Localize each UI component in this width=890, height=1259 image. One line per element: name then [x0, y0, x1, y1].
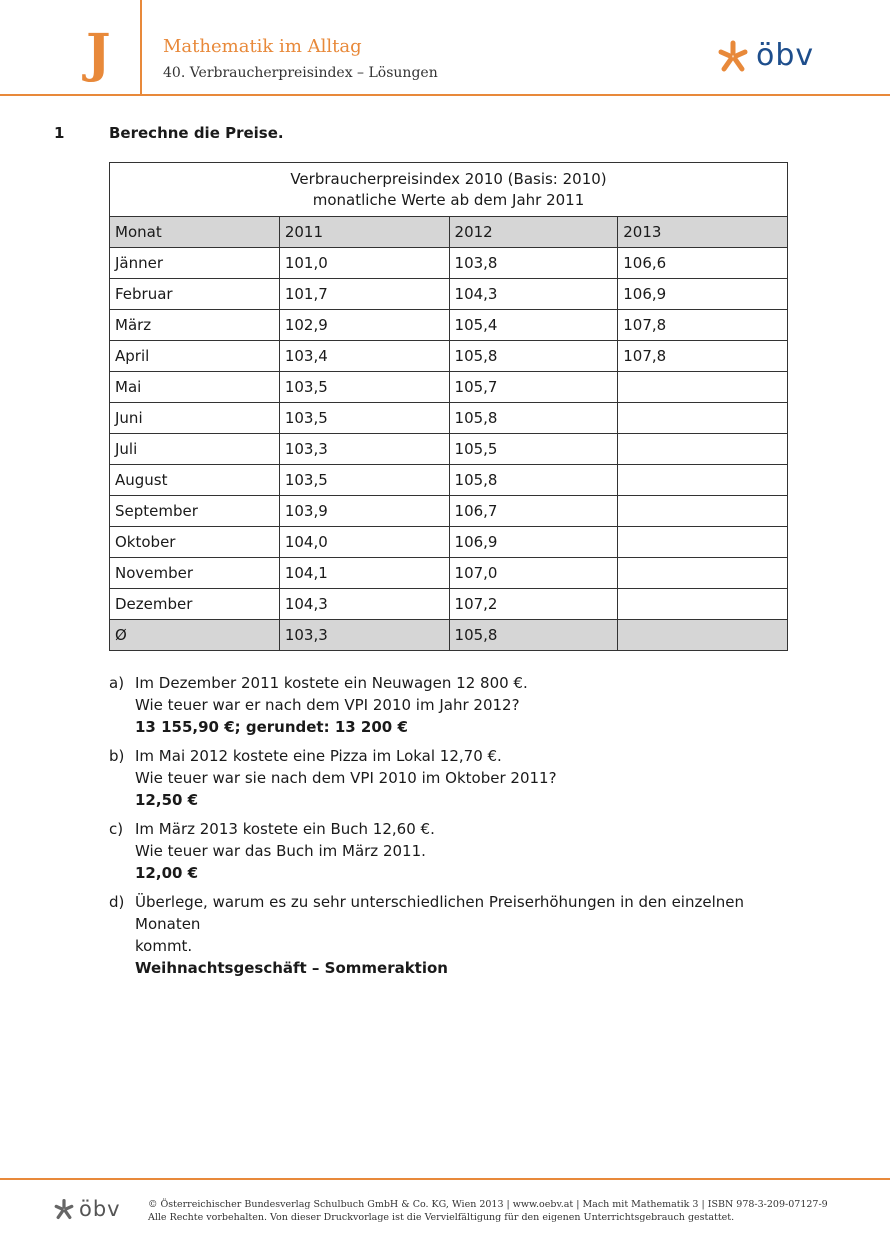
table-cell: 105,4: [449, 310, 618, 341]
subtask-answer: 12,50 €: [135, 791, 199, 809]
subtask-item: [109, 818, 809, 884]
chapter-letter: J: [86, 23, 111, 84]
table-cell: September: [110, 496, 280, 527]
task-number: 1: [54, 124, 65, 142]
table-cell: 102,9: [279, 310, 449, 341]
table-cell: Oktober: [110, 527, 280, 558]
vpi-table: [109, 162, 788, 651]
table-cell: April: [110, 341, 280, 372]
table-row: [110, 465, 788, 496]
table-caption-line: monatliche Werte ab dem Jahr 2011: [312, 190, 585, 209]
subtask-label: b): [109, 747, 125, 765]
table-cell: 106,6: [618, 248, 788, 279]
table-cell: [618, 527, 788, 558]
table-cell: [618, 496, 788, 527]
table-cell: 105,8: [449, 620, 618, 651]
subtask-body: [135, 672, 809, 738]
task-title: Berechne die Preise.: [109, 124, 284, 142]
table-cell: Februar: [110, 279, 280, 310]
table-header-cell: 2011: [279, 217, 449, 248]
subtask-body: [135, 818, 809, 884]
table-cell: 103,8: [449, 248, 618, 279]
table-cell: 103,3: [279, 434, 449, 465]
table-row: [110, 248, 788, 279]
table-cell: 105,5: [449, 434, 618, 465]
table-cell: 105,8: [449, 341, 618, 372]
subtask-item: [109, 745, 809, 811]
table-cell: [618, 558, 788, 589]
table-cell: 107,8: [618, 310, 788, 341]
table-cell: 101,0: [279, 248, 449, 279]
subtask-item: [109, 891, 809, 979]
table-average-row: [110, 620, 788, 651]
subtask-question-line: Im Mai 2012 kostete eine Pizza im Lokal 12,70 €.: [135, 747, 502, 765]
footer-divider: [0, 1178, 890, 1180]
asterisk-logo-icon: [716, 39, 750, 73]
table-body: [110, 248, 788, 620]
table-caption-row: [110, 163, 788, 217]
subtask-item: [109, 672, 809, 738]
subtask-question-line: Wie teuer war sie nach dem VPI 2010 im Oktober 2011?: [135, 769, 557, 787]
footer-logo-text: öbv: [79, 1197, 121, 1221]
table-header-row: [110, 217, 788, 248]
subtask-label: a): [109, 674, 125, 692]
table-cell: [618, 589, 788, 620]
table-cell: 106,9: [449, 527, 618, 558]
table-row: [110, 434, 788, 465]
table-cell: Mai: [110, 372, 280, 403]
subtask-body: [135, 745, 809, 811]
subtask-question-line: Im Dezember 2011 kostete ein Neuwagen 12 800 €.: [135, 674, 528, 692]
page-subtitle: 40. Verbraucherpreisindex – Lösungen: [163, 65, 438, 81]
publisher-logo: [716, 38, 814, 73]
table-cell: 101,7: [279, 279, 449, 310]
table-cell: 106,7: [449, 496, 618, 527]
table-cell: 105,8: [449, 465, 618, 496]
table-header-cell: 2012: [449, 217, 618, 248]
table-cell: [618, 434, 788, 465]
logo-text: öbv: [756, 38, 815, 73]
table-cell: März: [110, 310, 280, 341]
table-row: [110, 558, 788, 589]
table-row: [110, 372, 788, 403]
table-cell: 107,2: [449, 589, 618, 620]
subtask-answer: 13 155,90 €; gerundet: 13 200 €: [135, 718, 408, 736]
header-divider-vertical: [140, 0, 142, 95]
table-row: [110, 279, 788, 310]
subtask-question-line: kommt.: [135, 937, 193, 955]
table-cell: [618, 403, 788, 434]
table-cell: Ø: [110, 620, 280, 651]
table-cell: Juni: [110, 403, 280, 434]
table-cell: 107,8: [618, 341, 788, 372]
subtask-question-line: Wie teuer war er nach dem VPI 2010 im Jahr 2012?: [135, 696, 520, 714]
footer-line: © Österreichischer Bundesverlag Schulbuch GmbH & Co. KG, Wien 2013 | www.oebv.at | Mach mit Mathematik 3 | ISBN 978-3-209-07127-9: [148, 1199, 828, 1210]
table-caption-line: Verbraucherpreisindex 2010 (Basis: 2010): [290, 169, 607, 188]
subtask-body: [135, 891, 809, 979]
table-cell: 104,3: [449, 279, 618, 310]
subtask-label: c): [109, 820, 124, 838]
subtask-list: [109, 672, 809, 986]
table-cell: 103,5: [279, 403, 449, 434]
subtask-answer: Weihnachtsgeschäft – Sommeraktion: [135, 959, 448, 977]
table-cell: 104,1: [279, 558, 449, 589]
table-row: [110, 589, 788, 620]
table-cell: 103,5: [279, 372, 449, 403]
page-title: Mathematik im Alltag: [163, 36, 362, 57]
subtask-question-line: Wie teuer war das Buch im März 2011.: [135, 842, 426, 860]
asterisk-logo-icon: [53, 1198, 75, 1220]
table-cell: [618, 465, 788, 496]
table-row: [110, 403, 788, 434]
table-row: [110, 496, 788, 527]
table-header-cell: 2013: [618, 217, 788, 248]
table-cell: 104,3: [279, 589, 449, 620]
table-cell: 106,9: [618, 279, 788, 310]
subtask-question-line: Im März 2013 kostete ein Buch 12,60 €.: [135, 820, 435, 838]
table-cell: August: [110, 465, 280, 496]
subtask-answer: 12,00 €: [135, 864, 199, 882]
footer-logo: [53, 1197, 121, 1221]
header-divider: [0, 94, 890, 96]
table-caption: [110, 163, 788, 217]
table-cell: Dezember: [110, 589, 280, 620]
table-row: [110, 341, 788, 372]
table-cell: 103,9: [279, 496, 449, 527]
table-row: [110, 310, 788, 341]
table-cell: 103,3: [279, 620, 449, 651]
table-cell: 105,7: [449, 372, 618, 403]
table-cell: 104,0: [279, 527, 449, 558]
table-cell: Juli: [110, 434, 280, 465]
table-cell: 103,4: [279, 341, 449, 372]
subtask-label: d): [109, 893, 125, 911]
table-cell: 107,0: [449, 558, 618, 589]
subtask-question-line: Überlege, warum es zu sehr unterschiedlichen Preiserhöhungen in den einzelnen Monaten: [135, 893, 744, 933]
footer-copyright: [148, 1198, 828, 1224]
table-cell: November: [110, 558, 280, 589]
table-cell: 105,8: [449, 403, 618, 434]
footer-line: Alle Rechte vorbehalten. Von dieser Druckvorlage ist die Vervielfältigung für den eigenen Unterrichtsgebrauch gestattet.: [148, 1212, 735, 1223]
table-header-cell: Monat: [110, 217, 280, 248]
table-cell: 103,5: [279, 465, 449, 496]
table-row: [110, 527, 788, 558]
table-cell: [618, 620, 788, 651]
table-cell: Jänner: [110, 248, 280, 279]
table-cell: [618, 372, 788, 403]
